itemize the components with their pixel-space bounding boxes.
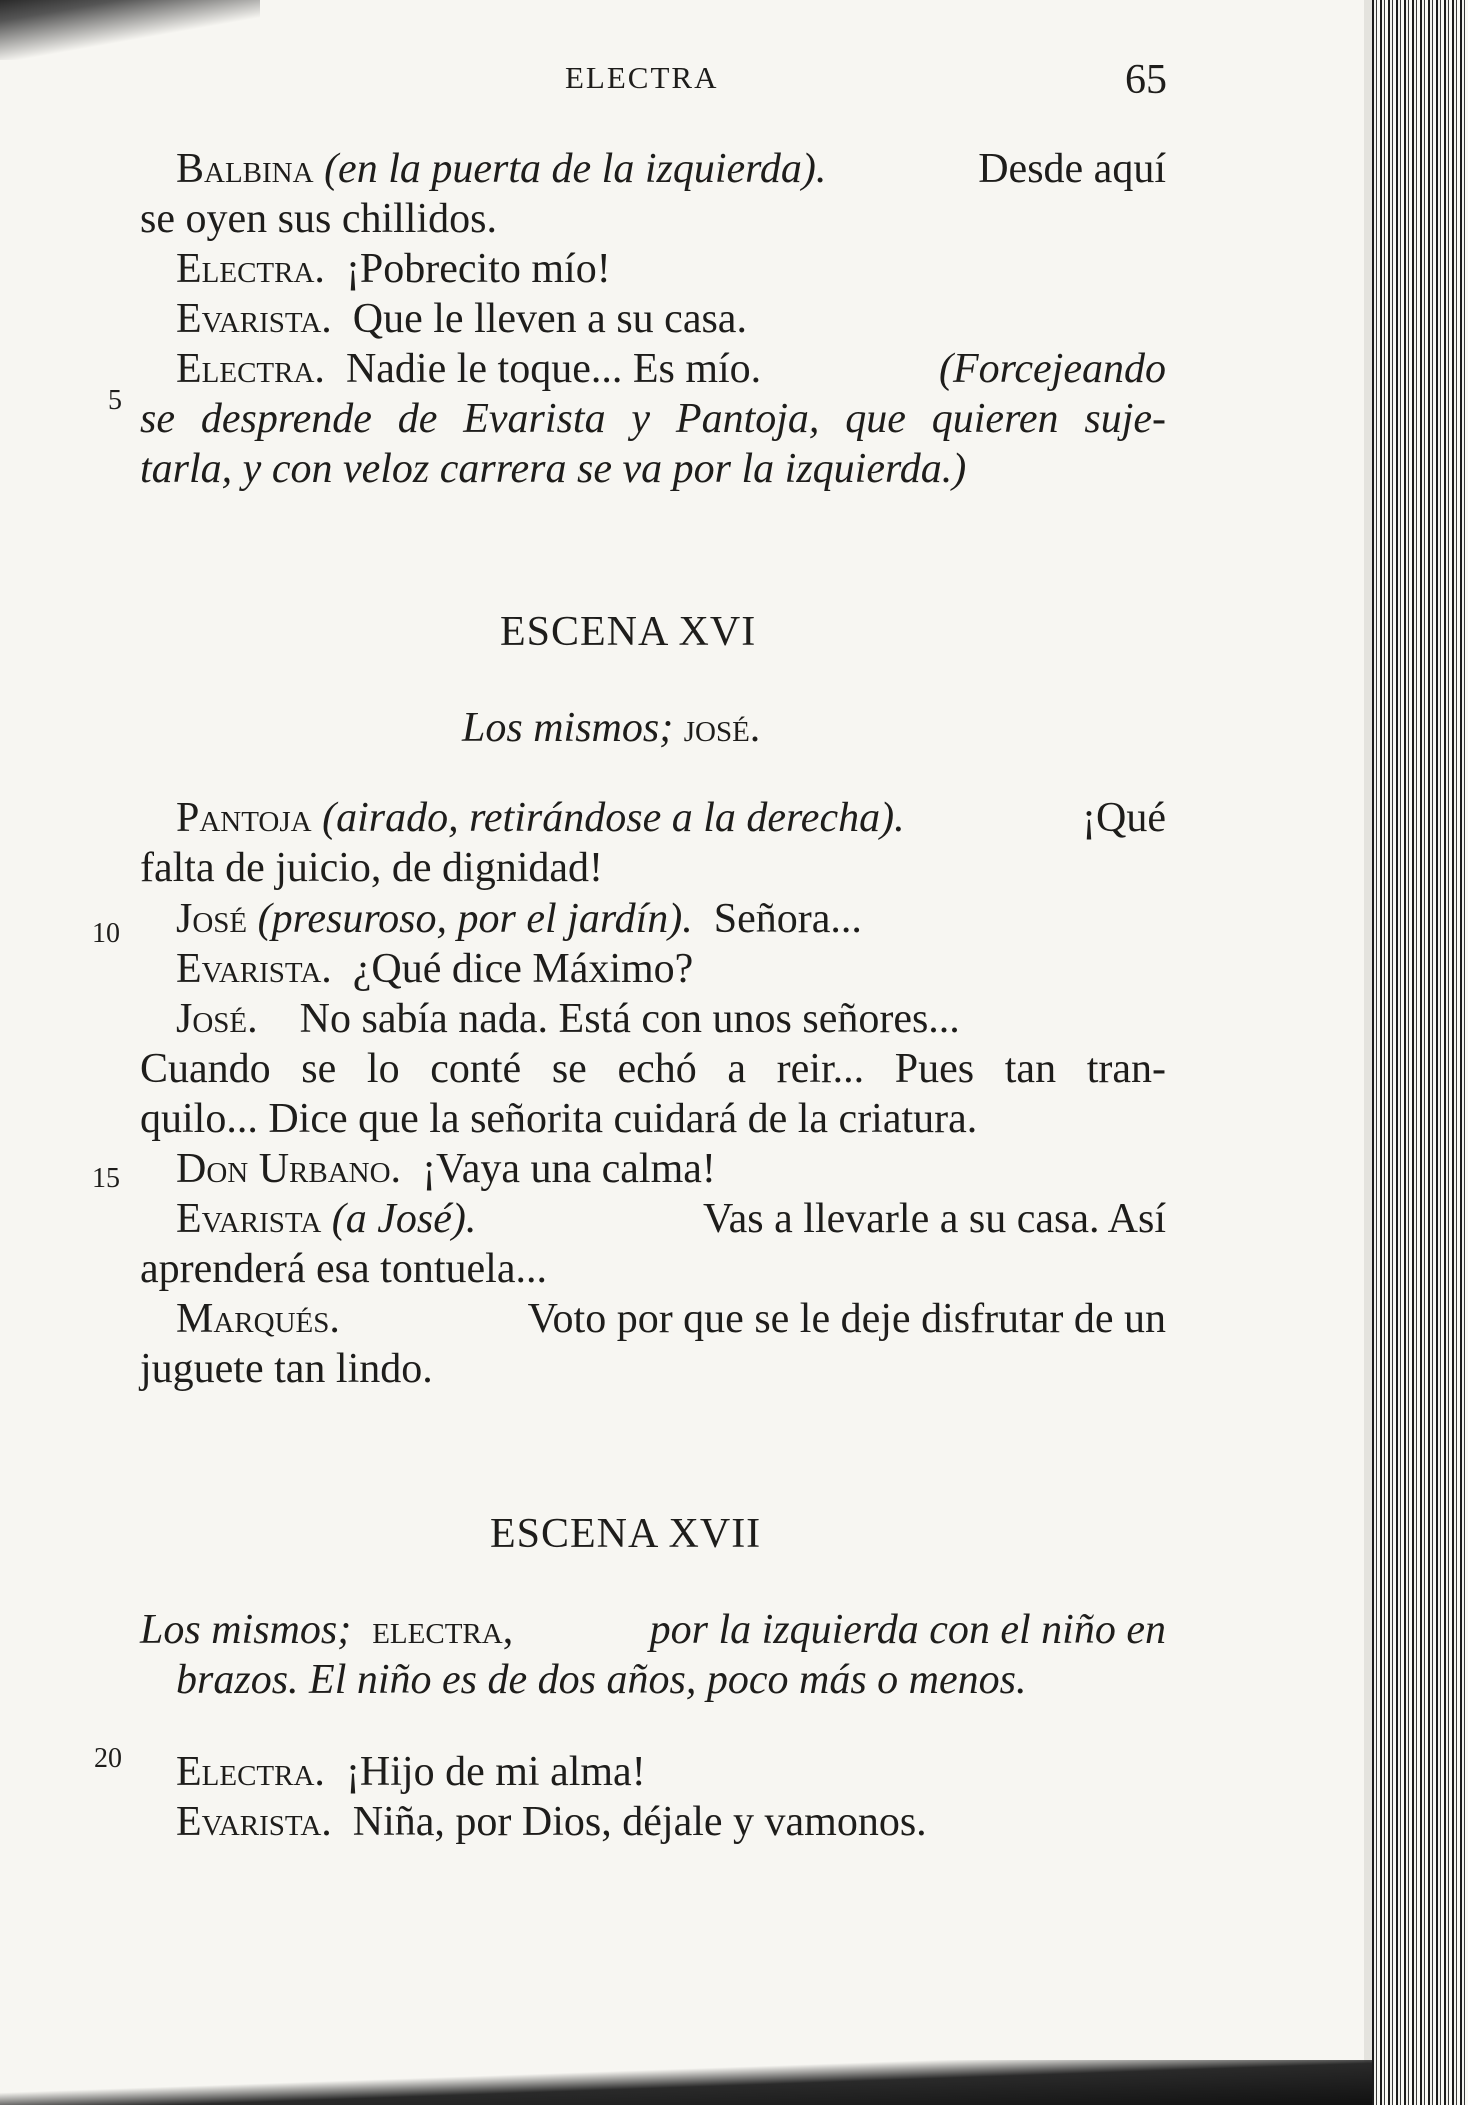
- line-number-10: 10: [92, 918, 120, 949]
- text-line: quilo... Dice que la señorita cuidará de la criatura.: [140, 1096, 978, 1142]
- dialogue-text: Desde aquí: [978, 146, 1166, 192]
- speaker-name: Don Urbano.: [176, 1146, 402, 1192]
- cast-line: [462, 703, 760, 753]
- text-line: falta de juicio, de dignidad!: [140, 845, 604, 891]
- scene-heading: ESCENA XVI: [500, 609, 757, 655]
- text-line: [176, 1144, 716, 1194]
- text-line: aprenderá esa tontuela...: [140, 1246, 547, 1292]
- cast-italic: por la izquierda con el niño en: [649, 1607, 1166, 1653]
- cast-line: [140, 1605, 1166, 1655]
- stage-direction: se desprende de Evarista y Pantoja, que quieren suje-: [140, 396, 1166, 442]
- text-line: [176, 793, 1166, 843]
- cast-italic: Los mismos;: [140, 1607, 352, 1653]
- dialogue-text: Nadie le toque... Es mío.: [345, 346, 762, 392]
- dialogue-text: Voto por que se le deje disfrutar de un: [527, 1296, 1166, 1342]
- stage-direction: (presuroso, por el jardín).: [257, 896, 693, 942]
- text-line: [176, 144, 1166, 194]
- book-binding: [1372, 0, 1468, 2105]
- scan-bottom-shadow: [0, 2060, 1372, 2105]
- stage-direction: (airado, retirándose a la derecha).: [322, 795, 905, 841]
- text-line: [176, 894, 862, 944]
- dialogue-text: ¡Hijo de mi alma!: [345, 1749, 646, 1795]
- speaker-name: Electra.: [176, 1749, 325, 1795]
- line-number-15: 15: [92, 1163, 120, 1194]
- dialogue-text: Niña, por Dios, déjale y vamonos.: [352, 1799, 927, 1845]
- text-line: [140, 444, 966, 494]
- speaker-name: Marqués.: [176, 1296, 340, 1342]
- text-line: [176, 244, 611, 294]
- text-line: [176, 1797, 927, 1847]
- cast-name: electra,: [372, 1607, 514, 1653]
- dialogue-text: ¿Qué dice Máximo?: [352, 946, 694, 992]
- speaker-name: Electra.: [176, 246, 325, 292]
- text-line: [176, 1747, 646, 1797]
- text-line: se oyen sus chillidos.: [140, 196, 497, 242]
- speaker-name: José: [176, 896, 248, 942]
- cast-italic: Los mismos;: [462, 705, 674, 751]
- stage-direction: (a José).: [331, 1196, 477, 1242]
- speaker-name: Pantoja: [176, 795, 312, 841]
- page-number: 65: [1125, 57, 1167, 103]
- dialogue-text: Vas a llevarle a su casa. Así: [702, 1196, 1166, 1242]
- dialogue-text: ¡Pobrecito mío!: [345, 246, 611, 292]
- dialogue-text: Señora...: [713, 896, 862, 942]
- speaker-name: José.: [176, 996, 258, 1042]
- speaker-name: Electra.: [176, 346, 325, 392]
- scene-heading: ESCENA XVII: [490, 1511, 762, 1557]
- text-line: [176, 344, 1166, 394]
- line-number-5: 5: [108, 385, 122, 416]
- text-line: [176, 1194, 1166, 1244]
- dialogue-text: ¡Qué: [1082, 795, 1166, 841]
- cast-line: [176, 1655, 1026, 1705]
- scan-edge-shadow: [0, 0, 260, 60]
- dialogue-text: Que le lleven a su casa.: [352, 296, 747, 342]
- speaker-name: Evarista.: [176, 946, 332, 992]
- dialogue-text: ¡Vaya una calma!: [422, 1146, 716, 1192]
- text-line: [176, 944, 693, 994]
- cast-name: josé.: [683, 705, 761, 751]
- stage-direction: tarla, y con veloz carrera se va por la izquierda.): [140, 446, 967, 492]
- speaker-name: Evarista: [176, 1196, 322, 1242]
- cast-italic: brazos. El niño es de dos años, poco más o menos.: [176, 1657, 1027, 1703]
- running-title: ELECTRA: [565, 60, 719, 95]
- speaker-name: Evarista.: [176, 1799, 332, 1845]
- speaker-name: Balbina: [176, 146, 314, 192]
- text-line: [176, 1294, 1166, 1344]
- text-line: Cuando se lo conté se echó a reir... Pues tan tran-: [140, 1046, 1166, 1092]
- binding-edge: [1364, 0, 1372, 2105]
- text-line: juguete tan lindo.: [140, 1346, 433, 1392]
- stage-direction: (Forcejeando: [938, 346, 1166, 392]
- text-line: [140, 394, 1166, 444]
- line-number-20: 20: [94, 1743, 122, 1774]
- speaker-name: Evarista.: [176, 296, 332, 342]
- stage-direction: (en la puerta de la izquierda).: [324, 146, 827, 192]
- text-line: [176, 994, 1166, 1044]
- text-line: [176, 294, 747, 344]
- dialogue-text: No sabía nada. Está con unos señores...: [299, 996, 960, 1042]
